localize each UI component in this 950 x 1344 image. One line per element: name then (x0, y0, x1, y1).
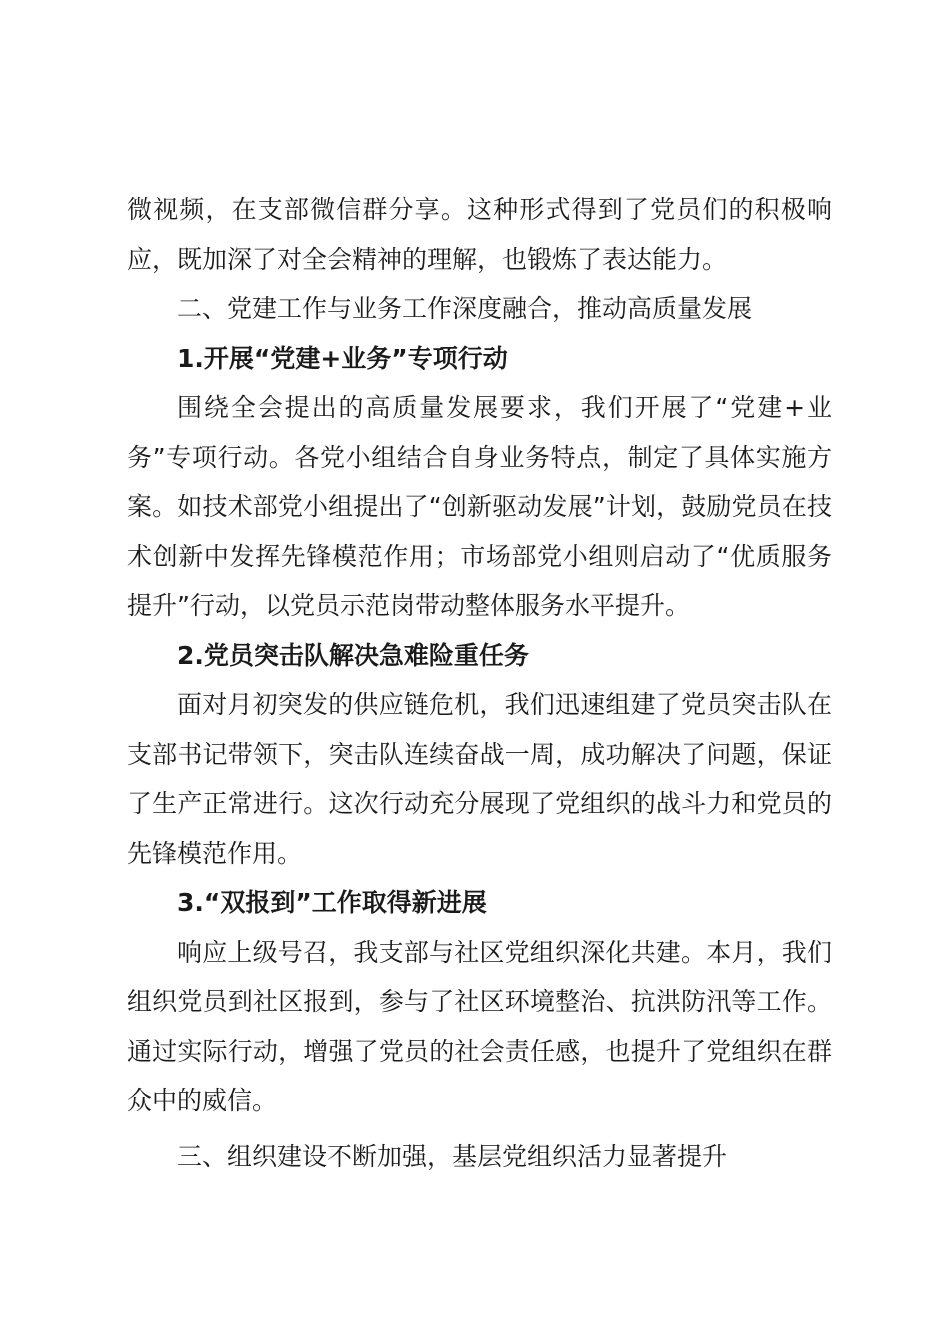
paragraph-continued: 微视频，在支部微信群分享。这种形式得到了党员们的积极响应，既加深了对全会精神的理解，也锻炼了表达能力。 (127, 195, 832, 274)
section-heading-2: 二、党建工作与业务工作深度融合，推动高质量发展 (177, 294, 753, 323)
document-body (127, 185, 832, 1181)
paragraph-task-force: 面对月初突发的供应链危机，我们迅速组建了党员突击队在支部书记带领下，突击队连续奋战一周，成功解决了问题，保证了生产正常进行。这次行动充分展现了党组织的战斗力和党员的先锋模范作用。 (127, 690, 832, 868)
subheading-1: 1.开展“党建+业务”专项行动 (177, 343, 508, 373)
paragraph-community: 响应上级号召，我支部与社区党组织深化共建。本月，我们组织党员到社区报到，参与了社区环境整治、抗洪防汛等工作。通过实际行动，增强了党员的社会责任感，也提升了党组织在群众中的威信。 (127, 937, 832, 1115)
paragraph-party-business: 围绕全会提出的高质量发展要求，我们开展了“党建+业务”专项行动。各党小组结合自身业务特点，制定了具体实施方案。如技术部党小组提出了“创新驱动发展”计划，鼓励党员在技术创新中发挥先锋模范作用；市场部党小组则启动了“优质服务提升”行动，以党员示范岗带动整体服务水平提升。 (127, 393, 832, 620)
subheading-2: 2.党员突击队解决急难险重任务 (177, 640, 529, 670)
subheading-3: 3.“双报到”工作取得新进展 (177, 888, 487, 917)
section-heading-3: 三、组织建设不断加强，基层党组织活力显著提升 (177, 1141, 728, 1171)
